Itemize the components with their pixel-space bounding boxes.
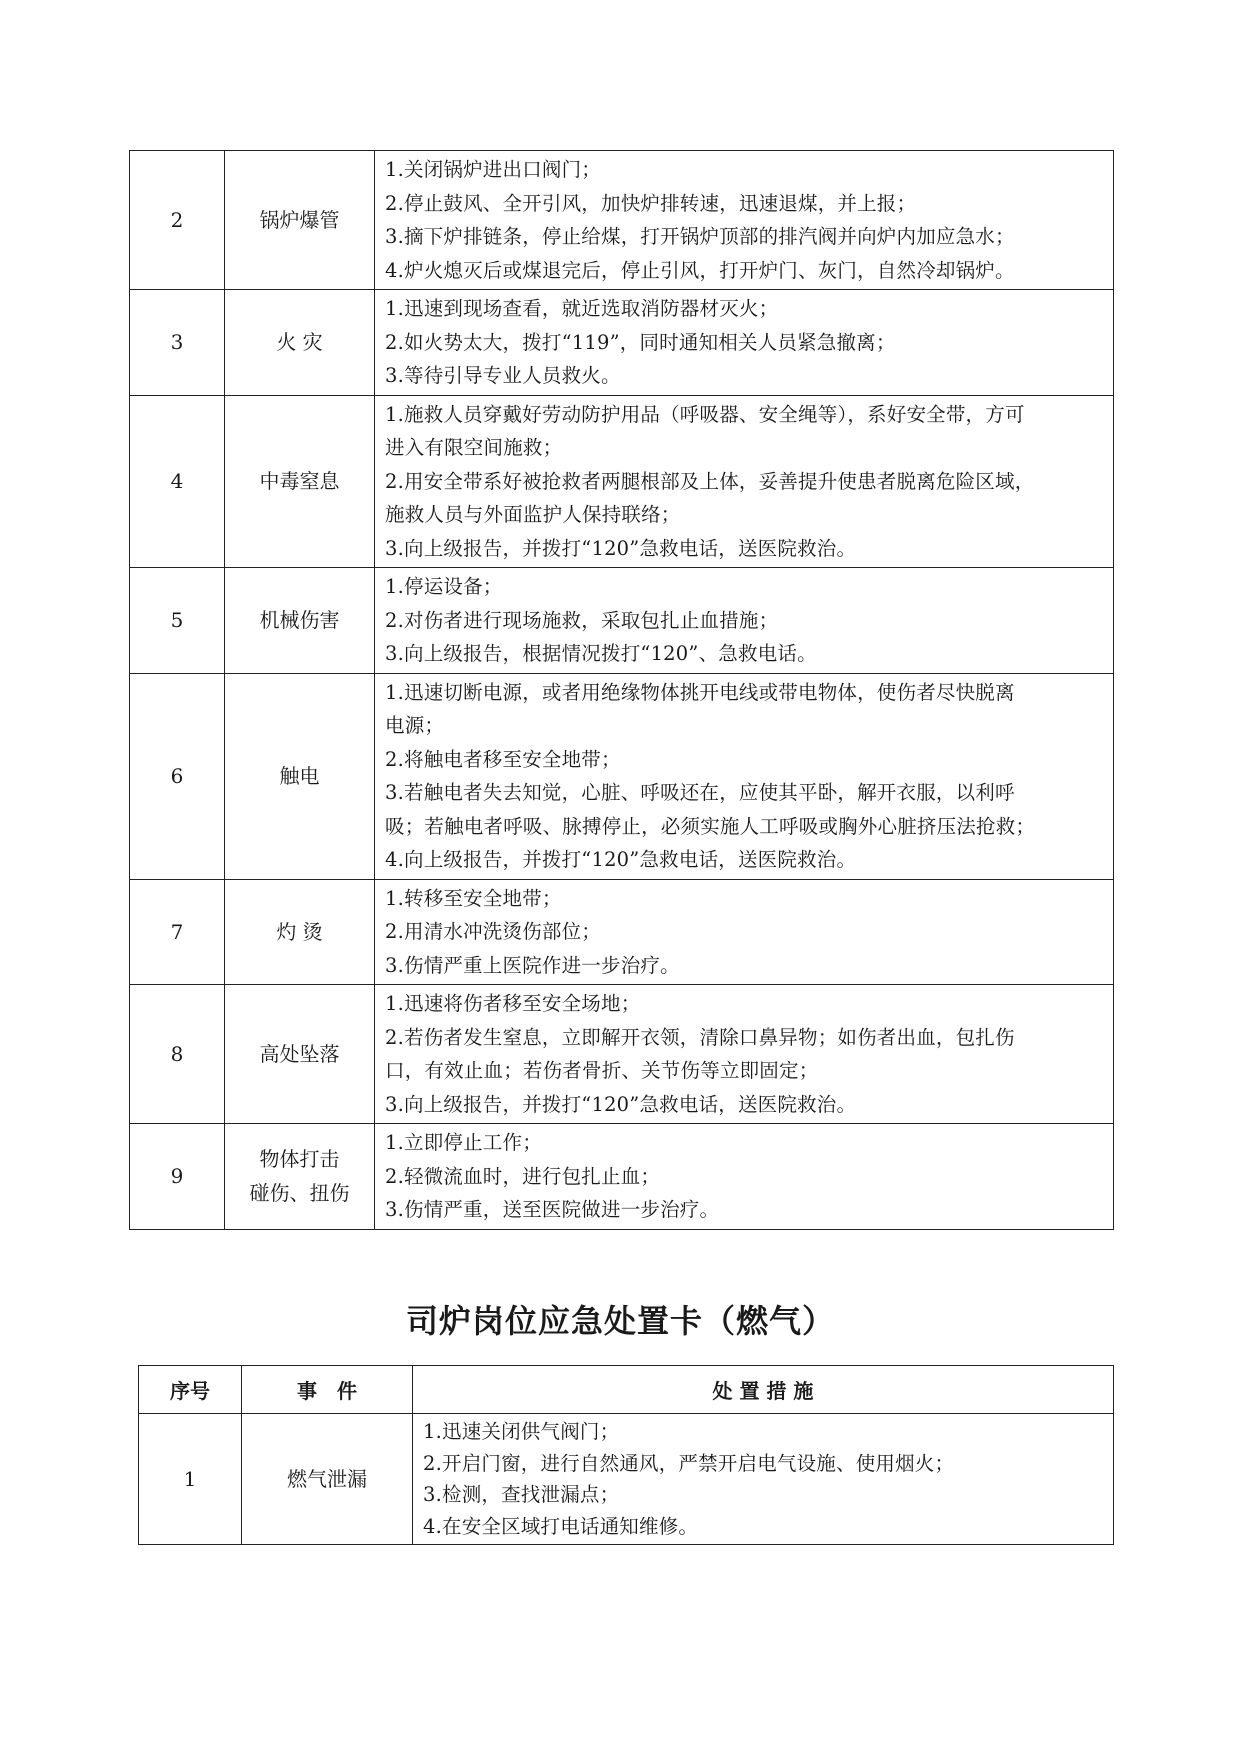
measure-line: 3.摘下炉排链条，停止给煤，打开锅炉顶部的排汽阀并向炉内加应急水； xyxy=(385,225,1015,248)
measure-line: 3.向上级报告，并拨打“120”急救电话，送医院救治。 xyxy=(385,536,857,560)
measure-line: 1.转移至安全地带； xyxy=(385,886,562,910)
row-event xyxy=(225,879,375,985)
measure-line: 4.向上级报告，并拨打“120”急救电话，送医院救治。 xyxy=(385,848,857,871)
row-event xyxy=(225,985,375,1124)
measure-line: 1.施救人员穿戴好劳动防护用品（呼吸器、安全绳等），系好安全带，方可 xyxy=(385,402,1025,426)
measure-line: 1.迅速将伤者移至安全场地； xyxy=(385,992,641,1015)
measure-line: 4.炉火熄灭后或煤退完后，停止引风，打开炉门、灰门，自然冷却锅炉。 xyxy=(385,258,1015,282)
measure-line: 2.用安全带系好被抢救者两腿根部及上体，妥善提升使患者脱离危险区域， xyxy=(385,469,1035,493)
measure-line: 电源； xyxy=(385,714,445,737)
measure-line: 1.关闭锅炉进出口阀门； xyxy=(385,158,602,181)
table-row xyxy=(130,568,1114,674)
measure-line: 2.开启门窗，进行自然通风，严禁开启电气设施、使用烟火； xyxy=(423,1451,955,1475)
row-serial-number: 1 xyxy=(139,1414,242,1545)
row-measures xyxy=(375,395,1114,568)
row-event xyxy=(225,395,375,568)
row-event xyxy=(242,1414,413,1545)
table-2-body xyxy=(139,1414,1114,1545)
measure-line: 3.向上级报告，并拨打“120”急救电话，送医院救治。 xyxy=(385,1092,857,1116)
table-row xyxy=(139,1414,1114,1545)
event-line: 中毒窒息 xyxy=(259,469,340,494)
measure-line: 1.迅速到现场查看，就近选取消防器材灭火； xyxy=(385,297,779,320)
table-row xyxy=(130,673,1114,879)
event-line: 触电 xyxy=(279,764,320,788)
measure-line: 4.在安全区域打电话通知维修。 xyxy=(423,1514,699,1538)
measure-line: 1.迅速切断电源，或者用绝缘物体挑开电线或带电物体，使伤者尽快脱离 xyxy=(385,680,1015,704)
row-serial-number: 9 xyxy=(130,1124,225,1230)
table-row xyxy=(130,879,1114,985)
table-row xyxy=(130,985,1114,1124)
table-2-header-row xyxy=(139,1366,1114,1414)
measure-line: 施救人员与外面监护人保持联络； xyxy=(385,503,681,526)
row-measures xyxy=(375,1124,1114,1230)
row-serial-number: 5 xyxy=(130,568,225,674)
measure-line: 2.停止鼓风、全开引风，加快炉排转速，迅速退煤，并上报； xyxy=(385,191,917,215)
table-row xyxy=(130,151,1114,290)
measure-line: 3.向上级报告，根据情况拨打“120”、急救电话。 xyxy=(385,642,817,665)
row-event xyxy=(225,1124,375,1230)
event-line: 燃气泄漏 xyxy=(287,1467,367,1491)
row-measures xyxy=(375,568,1114,674)
measure-line: 吸；若触电者呼吸、脉搏停止，必须实施人工呼吸或胸外心脏挤压法抢救； xyxy=(385,814,1036,838)
event-line: 灼 烫 xyxy=(276,919,323,944)
measure-line: 3.等待引导专业人员救火。 xyxy=(385,364,621,387)
table-row xyxy=(130,395,1114,568)
row-serial-number: 6 xyxy=(130,673,225,879)
emergency-measures-table-1 xyxy=(129,150,1114,1230)
row-measures xyxy=(375,879,1114,985)
row-measures xyxy=(375,985,1114,1124)
event-line: 锅炉爆管 xyxy=(259,208,340,232)
measure-line: 2.将触电者移至安全地带； xyxy=(385,747,621,771)
measure-line: 2.用清水冲洗烫伤部位； xyxy=(385,920,602,943)
measure-line: 3.检测，查找泄漏点； xyxy=(423,1483,620,1506)
event-line: 碰伤、扭伤 xyxy=(249,1181,350,1206)
table-row xyxy=(130,290,1114,396)
table-2-title: 司炉岗位应急处置卡（燃气） xyxy=(405,1302,835,1340)
header-serial-number: 序号 xyxy=(139,1366,242,1414)
row-event xyxy=(225,673,375,879)
measure-line: 2.对伤者进行现场施救，采取包扎止血措施； xyxy=(385,608,779,632)
measure-line: 3.若触电者失去知觉，心脏、呼吸还在，应使其平卧，解开衣服，以利呼 xyxy=(385,781,1015,804)
row-event xyxy=(225,151,375,290)
measure-line: 口，有效止血；若伤者骨折、关节伤等立即固定； xyxy=(385,1059,819,1082)
measure-line: 1.停运设备； xyxy=(385,575,503,598)
row-measures xyxy=(413,1414,1114,1545)
header-event: 事 件 xyxy=(242,1366,413,1414)
row-serial-number: 8 xyxy=(130,985,225,1124)
row-serial-number: 7 xyxy=(130,879,225,985)
measure-line: 2.如火势太大，拨打“119”，同时通知相关人员紧急撤离； xyxy=(385,330,896,354)
table-row xyxy=(130,1124,1114,1230)
row-event xyxy=(225,568,375,674)
measure-line: 进入有限空间施救； xyxy=(385,436,563,459)
measure-line: 2.若伤者发生窒息，立即解开衣领，清除口鼻异物；如伤者出血，包扎伤 xyxy=(385,1025,1015,1049)
measure-line: 3.伤情严重上医院作进一步治疗。 xyxy=(385,953,680,977)
event-line: 物体打击 xyxy=(259,1147,340,1172)
table-1-body xyxy=(130,151,1114,1230)
event-line: 高处坠落 xyxy=(259,1042,340,1066)
row-serial-number: 2 xyxy=(130,151,225,290)
row-measures xyxy=(375,673,1114,879)
header-measures: 处 置 措 施 xyxy=(413,1366,1114,1414)
measure-line: 2.轻微流血时，进行包扎止血； xyxy=(385,1164,661,1188)
row-serial-number: 4 xyxy=(130,395,225,568)
measure-line: 1.迅速关闭供气阀门； xyxy=(423,1420,620,1443)
emergency-measures-table-2 xyxy=(138,1365,1114,1545)
row-serial-number: 3 xyxy=(130,290,225,396)
event-line: 火 灾 xyxy=(276,330,323,355)
measure-line: 3.伤情严重，送至医院做进一步治疗。 xyxy=(385,1198,720,1221)
event-line: 机械伤害 xyxy=(259,608,340,633)
row-measures xyxy=(375,151,1114,290)
row-measures xyxy=(375,290,1114,396)
row-event xyxy=(225,290,375,396)
measure-line: 1.立即停止工作； xyxy=(385,1131,542,1154)
